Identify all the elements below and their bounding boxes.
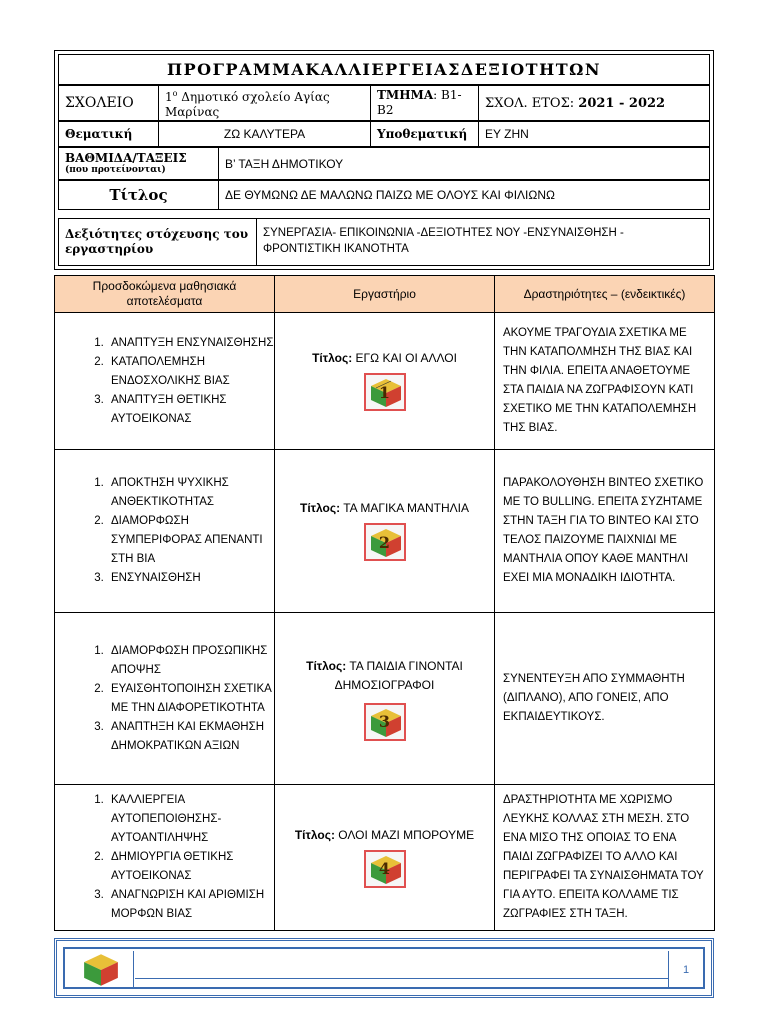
titlos-value: ΔΕ ΘΥΜΩΝΩ ΔΕ ΜΑΛΩΝΩ ΠΑΙΖΩ ΜΕ ΟΛΟΥΣ ΚΑΙ ΦΙΛΙΩΝΩ	[225, 188, 555, 202]
workshop-number: 4	[378, 859, 391, 878]
class-value: : Β1-Β2	[377, 88, 462, 117]
workshop-title: ΟΛΟΙ ΜΑΖΙ ΜΠΟΡΟΥΜΕ	[334, 827, 475, 842]
list-item: 2. ΚΑΤΑΠΟΛΕΜΗΣΗ ΕΝΔΟΣΧΟΛΙΚΗΣ ΒΙΑΣ	[107, 353, 274, 391]
activity-cell: ΔΡΑΣΤΗΡΙΟΤΗΤΑ ΜΕ ΧΩΡΙΣΜΟ ΛΕΥΚΗΣ ΚΟΛΛΑΣ ΣΤΗ ΜΕΣΗ. ΣΤΟ ΕΝΑ ΜΙΣΟ ΤΗΣ ΟΠΟΙΑΣ ΤΟ ΕΝΑ ΠΑΙΔΙ ΖΩΓΡΑΦΙΖΕΙ ΤΟ ΑΛΛΟ ΚΑΙ ΠΕΡΙΓΡΑΦΕΙ ΤΑ ΣΥΝΑΙΣΘΗΜΑΤΑ ΤΟΥ ΓΙΑ ΑΥΤΟ. ΕΠΕΙΤΑ ΚΟΛΛΑΜΕ ΤΙΣ ΖΩΓΡΑΦΙΕΣ ΣΤΗ ΤΑΞΗ.	[495, 785, 715, 931]
activity-cell: ΣΥΝΕΝΤΕΥΞΗ ΑΠΟ ΣΥΜΜΑΘΗΤΗ (ΔΙΠΛΑΝΟ), ΑΠΟ ΓΟΝΕΙΣ, ΑΠΟ ΕΚΠΑΙΔΕΥΤΙΚΟΥΣ.	[495, 613, 715, 785]
class-cell	[371, 86, 479, 120]
rubiks-cube-icon	[364, 703, 406, 741]
outcomes-list	[55, 474, 274, 588]
workshop-prefix: Τίτλος:	[300, 501, 341, 515]
list-item: 1. ΔΙΑΜΟΡΦΩΣΗ ΠΡΟΣΩΠΙΚΗΣ ΑΠΟΨΗΣ	[107, 642, 274, 680]
year-label: ΣΧΟΛ. ΕΤΟΣ:	[485, 95, 575, 111]
workshop-number: 2	[378, 532, 391, 552]
activity-cell: ΠΑΡΑΚΟΛΟΥΘΗΣΗ ΒΙΝΤΕΟ ΣΧΕΤΙΚΟ ΜΕ ΤΟ BULLING. ΕΠΕΙΤΑ ΣΥΖΗΤΑΜΕ ΣΤΗΝ ΤΑΞΗ ΓΙΑ ΤΟ ΒΙΝΤΕΟ ΚΑΙ ΣΤΟ ΤΕΛΟΣ ΠΑΙΖΟΥΜΕ ΠΑΙΧΝΙΔΙ ΜΕ ΜΑΝΤΗΛΙΑ ΟΠΟΥ ΚΑΘΕ ΜΑΝΤΗΛΙ ΕΧΕΙ ΜΙΑ ΜΟΝΑΔΙΚΗ ΙΔΙΟΤΗΤΑ.	[495, 450, 715, 613]
workshop-cell	[275, 785, 495, 931]
workshop-cell	[275, 313, 495, 450]
school-number: 1	[165, 90, 173, 104]
theme-label: Θεματική	[59, 122, 159, 146]
workshop-title: ΕΓΩ ΚΑΙ ΟΙ ΑΛΛΟΙ	[352, 351, 457, 365]
year-value: 2021 - 2022	[578, 95, 666, 111]
column-header-workshop: Εργαστήριο	[275, 276, 495, 313]
school-value	[159, 86, 371, 120]
footer-divider	[135, 978, 669, 979]
list-item: 1. ΚΑΛΛΙΕΡΓΕΙΑ ΑΥΤΟΠΕΠΟΙΘΗΣΗΣ-ΑΥΤΟΑΝΤΙΛΗΨΗΣ	[107, 791, 274, 848]
class-label: ΤΜΗΜΑ	[377, 88, 434, 102]
outcomes-cell	[55, 785, 275, 931]
grade-row	[58, 147, 710, 180]
table-row	[55, 313, 715, 450]
workshop-prefix: Τίτλος:	[312, 351, 353, 365]
workshop-number: 3	[378, 712, 391, 731]
list-item: 3. ΕΝΣΥΝΑΙΣΘΗΣΗ	[107, 569, 274, 588]
grade-note: (που προτείνονται)	[65, 165, 166, 175]
list-item: 2. ΔΙΑΜΟΡΦΩΣΗ ΣΥΜΠΕΡΙΦΟΡΑΣ ΑΠΕΝΑΝΤΙ ΣΤΗ ΒΙΑ	[107, 512, 274, 569]
titlos-row	[58, 180, 710, 210]
school-sup: ο	[172, 89, 178, 98]
page-number-box	[668, 951, 703, 989]
workshop-title: ΤΑ ΠΑΙΔΙΑ ΓΙΝΟΝΤΑΙ ΔΗΜΟΣΙΟΓΡΑΦΟΙ	[334, 658, 463, 692]
list-item: 3. ΑΝΑΠΤΥΞΗ ΘΕΤΙΚΗΣ ΑΥΤΟΕΙΚΟΝΑΣ	[107, 391, 274, 429]
outcomes-cell	[55, 613, 275, 785]
list-item: 2. ΔΗΜΙΟΥΡΓΙΑ ΘΕΤΙΚΗΣ ΑΥΤΟΕΙΚΟΝΑΣ	[107, 848, 274, 886]
table-header-row	[55, 276, 715, 313]
workshop-prefix: Τίτλος:	[306, 658, 347, 673]
document-header	[54, 50, 714, 270]
titlos-label: Τίτλος	[59, 181, 219, 209]
workshop-prefix: Τίτλος:	[294, 827, 335, 842]
skills-label: Δεξιότητες στόχευσης του εργαστηρίου	[59, 219, 257, 265]
list-item: 3. ΑΝΑΠΤΗΞΗ ΚΑΙ ΕΚΜΑΘΗΣΗ ΔΗΜΟΚΡΑΤΙΚΩΝ ΑΞΙΩΝ	[107, 718, 274, 756]
outcomes-cell	[55, 313, 275, 450]
subtheme-value: ΕΥ ΖΗΝ	[485, 127, 529, 141]
table-row	[55, 450, 715, 613]
page-footer	[54, 938, 714, 998]
column-header-activities: Δραστηριότητες – (ενδεικτικές)	[495, 276, 715, 313]
theme-row	[58, 121, 710, 147]
table-row	[55, 613, 715, 785]
workshop-cell	[275, 613, 495, 785]
workshop-cell	[275, 450, 495, 613]
grade-label-cell	[59, 148, 219, 179]
workshop-title: ΤΑ ΜΑΓΙΚΑ ΜΑΝΤΗΛΙΑ	[340, 501, 469, 515]
list-item: 2. ΕΥΑΙΣΘΗΤΟΠΟΙΗΣΗ ΣΧΕΤΙΚΑ ΜΕ ΤΗΝ ΔΙΑΦΟΡΕΤΙΚΟΤΗΤΑ	[107, 680, 274, 718]
table-row	[55, 785, 715, 931]
skills-row	[58, 218, 710, 266]
outcomes-list	[55, 642, 274, 756]
title-row	[58, 54, 710, 85]
subtheme-label: Υποθεματική	[371, 122, 479, 146]
column-header-outcomes: Προσδοκώμενα μαθησιακά αποτελέσματα	[55, 276, 275, 313]
workshop-number: 1	[378, 382, 391, 402]
outcomes-list	[55, 334, 274, 429]
theme-value: ΖΩ ΚΑΛΥΤΕΡΑ	[159, 122, 371, 146]
rubiks-cube-icon	[364, 523, 406, 561]
school-row	[58, 85, 710, 121]
list-item: 3. ΑΝΑΓΝΩΡΙΣΗ ΚΑΙ ΑΡΙΘΜΙΣΗ ΜΟΡΦΩΝ ΒΙΑΣ	[107, 886, 274, 924]
rubiks-cube-icon	[69, 951, 134, 989]
outcomes-list	[55, 791, 274, 924]
rubiks-cube-icon	[364, 850, 406, 888]
list-item: 1. ΑΠΟΚΤΗΣΗ ΨΥΧΙΚΗΣ ΑΝΘΕΚΤΙΚΟΤΗΤΑΣ	[107, 474, 274, 512]
school-name: Δημοτικό σχολείο Αγίας Μαρίνας	[165, 90, 330, 119]
workshops-table	[54, 275, 714, 925]
footer-frame	[63, 947, 705, 989]
grade-value: Β’ ΤΑΞΗ ΔΗΜΟΤΙΚΟΥ	[225, 156, 344, 171]
activity-cell: ΑΚΟΥΜΕ ΤΡΑΓΟΥΔΙΑ ΣΧΕΤΙΚΑ ΜΕ ΤΗΝ ΚΑΤΑΠΟΛΜΗΣΗ ΤΗΣ ΒΙΑΣ ΚΑΙ ΤΗΝ ΦΙΛΙΑ. ΕΠΕΙΤΑ ΑΝΑΘΕΤΟΥΜΕ ΣΤΑ ΠΑΙΔΙΑ ΝΑ ΖΩΓΡΑΦΙΣΟΥΝ ΚΑΤΙ ΣΧΕΤΙΚΟ ΜΕ ΤΗΝ ΚΑΤΑΠΟΛΕΜΗΣΗ ΤΗΣ ΒΙΑΣ.	[495, 313, 715, 450]
skills-value: ΣΥΝΕΡΓΑΣΙΑ- ΕΠΙΚΟΙΝΩΝΙΑ -ΔΕΞΙΟΤΗΤΕΣ ΝΟΥ -ΕΝΣΥΝΑΙΣΘΗΣΗ - ΦΡΟΝΤΙΣΤΙΚΗ ΙΚΑΝΟΤΗΤΑ	[263, 227, 624, 255]
list-item: 1. ΑΝΑΠΤΥΞΗ ΕΝΣΥΝΑΙΣΘΗΣΗΣ	[107, 334, 274, 353]
year-cell	[479, 86, 709, 120]
outcomes-cell	[55, 450, 275, 613]
rubiks-cube-icon	[364, 373, 406, 411]
page-number: 1	[682, 964, 690, 976]
page-title: ΠΡΟΓΡΑΜΜΑΚΑΛΛΙΕΡΓΕΙΑΣΔΕΞΙΟΤΗΤΩΝ	[167, 60, 601, 79]
school-label: ΣΧΟΛΕΙΟ	[59, 86, 159, 120]
grade-label: ΒΑΘΜΙΔΑ/ΤΑΞΕΙΣ	[65, 151, 187, 165]
